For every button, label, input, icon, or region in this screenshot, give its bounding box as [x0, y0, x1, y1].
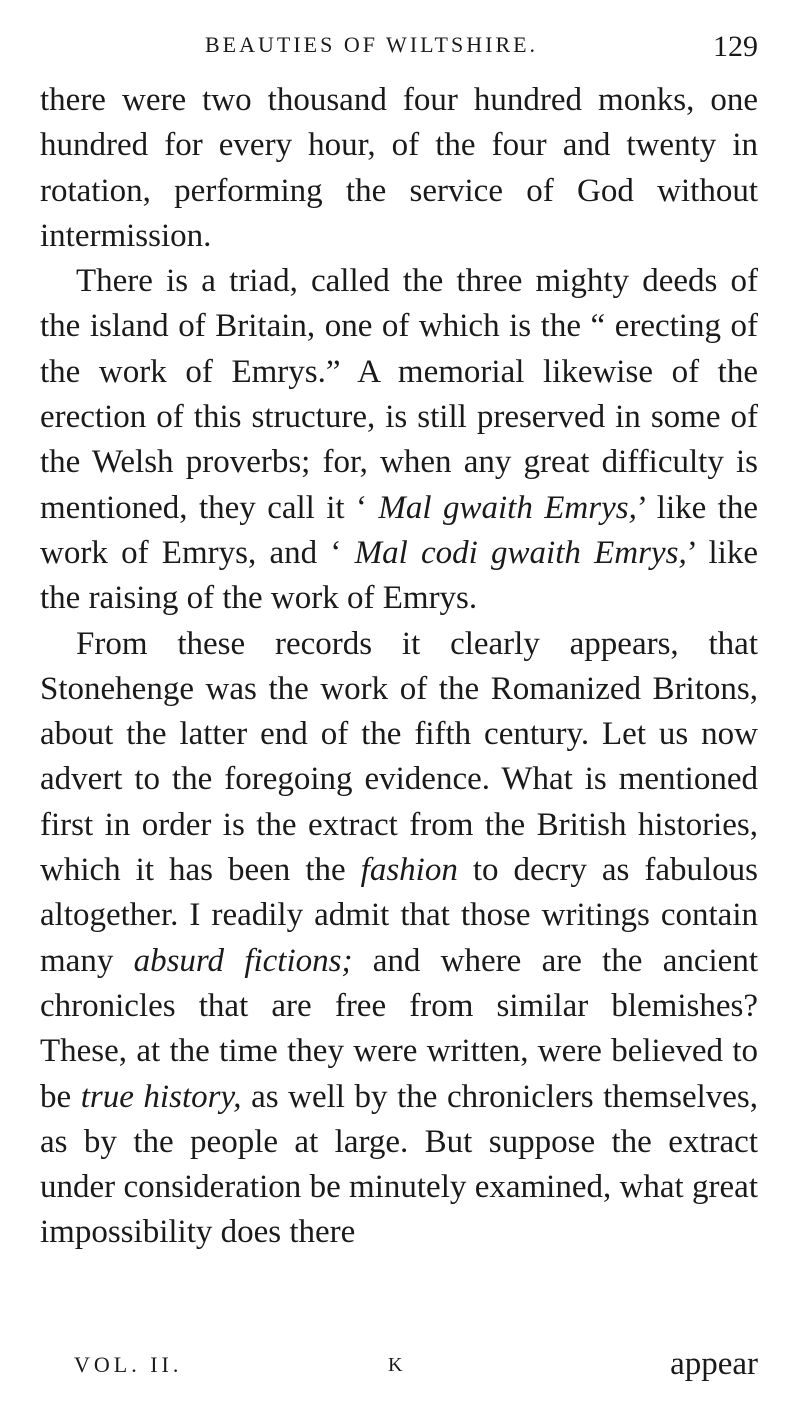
- paragraph: [40, 78, 758, 259]
- signature-mark: K: [388, 1354, 403, 1376]
- catchword: appear: [670, 1346, 758, 1382]
- text-run: From these records it clearly appears, that Stonehenge was the work of the Romanized Britons, about the latter end of the fifth century. Let us now advert to the foregoing evidence. What is mentioned first in order is the extract from the British histories, which it has been the: [40, 625, 758, 889]
- text-run: ’ like the raising of the work of Emrys.: [40, 534, 758, 617]
- text-run: ’ like the work of Emrys, and ‘: [40, 489, 759, 571]
- volume-label: VOL. II.: [74, 1352, 183, 1377]
- italic-phrase: absurd fictions;: [133, 942, 353, 979]
- page-number: 129: [713, 30, 758, 63]
- page-header: [0, 30, 800, 70]
- body-text: [40, 78, 758, 1256]
- text-run: to decry as fabulous altogether. I readily admit that those writings contain many: [40, 852, 758, 979]
- text-run: there were two thousand four hundred monks, one hundred for every hour, of the four and twenty in rotation, performing the service of God without intermission.: [40, 82, 758, 254]
- italic-phrase: Mal gwaith Emrys,: [378, 489, 637, 526]
- italic-phrase: fashion: [360, 852, 458, 889]
- italic-phrase: true history,: [80, 1078, 242, 1115]
- italic-phrase: Mal codi gwaith Emrys,: [354, 534, 687, 571]
- paragraph: [40, 259, 758, 621]
- running-title: BEAUTIES OF WILTSHIRE.: [205, 32, 539, 57]
- paragraph: [40, 622, 758, 1256]
- text-run: as well by the chroniclers themselves, as by the people at large. But suppose the extract under consideration be minutely examined, what great impossibility does there: [40, 1078, 758, 1251]
- text-run: and where are the ancient chronicles that are free from similar blemishes? These, at the time they were written, were believed to be: [40, 942, 758, 1115]
- page-footer: [0, 1346, 800, 1390]
- text-run: There is a triad, called the three mighty deeds of the island of Britain, one of which is the “ erecting of the work of Emrys.” A memorial likewise of the erection of this structure, is still preserved in some of the Welsh proverbs; for, when any great difficulty is mentioned, they call it ‘: [40, 263, 758, 526]
